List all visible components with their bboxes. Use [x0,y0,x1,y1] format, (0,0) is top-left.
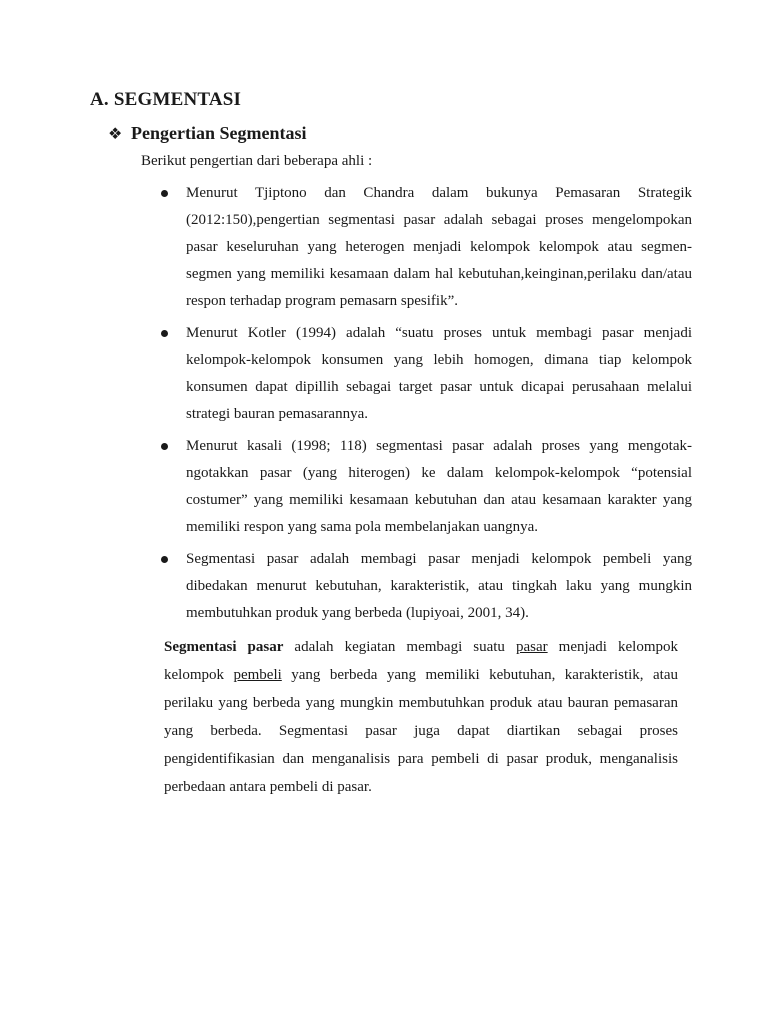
pembeli-link[interactable]: pembeli [233,667,282,683]
bullet-dot-icon [161,556,168,563]
list-item-text: Segmentasi pasar adalah membagi pasar menjadi kelompok pembeli yang dibedakan menurut kebutuhan, karakteristik, atau tingkah laku yang mungkin membutuhkan produk yang berbeda (lupiyoai, 2001, 34). [186,551,692,621]
list-item-text: Menurut Kotler (1994) adalah “suatu proses untuk membagi pasar menjadi kelompok-kelompok konsumen yang lebih homogen, dimana tiap kelompok konsumen dapat dipillih sebagai target pasar untuk dicapai perusahaan melalui strategi bauran pemasarannya. [186,325,692,422]
list-item [140,320,692,428]
list-item [140,433,692,541]
subheading [108,123,306,144]
paragraph-text: menjadi kelompok kelompok [164,639,678,683]
subheading-text: Pengertian Segmentasi [131,123,307,143]
list-item [140,546,692,627]
list-item-text: Menurut Tjiptono dan Chandra dalam bukunya Pemasaran Strategik (2012:150),pengertian segmentasi pasar adalah sebagai proses mengelompokan pasar keseluruhan yang heterogen menjadi kelompok kelompok atau segmen-segmen yang memiliki kesamaan dalam hal kebutuhan,keinginan,perilaku dan/atau respon terhadap program pemasarn spesifik”. [186,185,692,309]
intro-text: Berikut pengertian dari beberapa ahli : [141,153,373,169]
bullet-dot-icon [161,330,168,337]
bullet-dot-icon [161,190,168,197]
list-item [140,180,692,315]
bullet-dot-icon [161,443,168,450]
definition-list [140,180,692,632]
diamond-bullet-icon: ❖ [108,124,123,143]
paragraph-text: yang berbeda yang memiliki kebutuhan, karakteristik, atau perilaku yang berbeda yang mungkin membutuhkan produk atau bauran pemasaran yang berbeda. Segmentasi pasar juga dapat diartikan sebagai proses pengidentifikasian dan menganalisis para pembeli di pasar produk, menganalisis perbedaan antara pembeli di pasar. [164,667,678,795]
pasar-link[interactable]: pasar [515,639,548,655]
paragraph-text: adalah kegiatan membagi suatu [283,639,516,655]
paragraph-term: Segmentasi pasar [164,639,284,655]
definition-paragraph [164,633,678,801]
list-item-text: Menurut kasali (1998; 118) segmentasi pasar adalah proses yang mengotak-ngotakkan pasar (yang hiterogen) ke dalam kelompok-kelompok “potensial costumer” yang memiliki kesamaan kebutuhan dan atau kesamaan karakter yang memiliki respon yang sama pola membelanjakan uangnya. [186,438,692,535]
section-title: A. SEGMENTASI [90,89,242,110]
